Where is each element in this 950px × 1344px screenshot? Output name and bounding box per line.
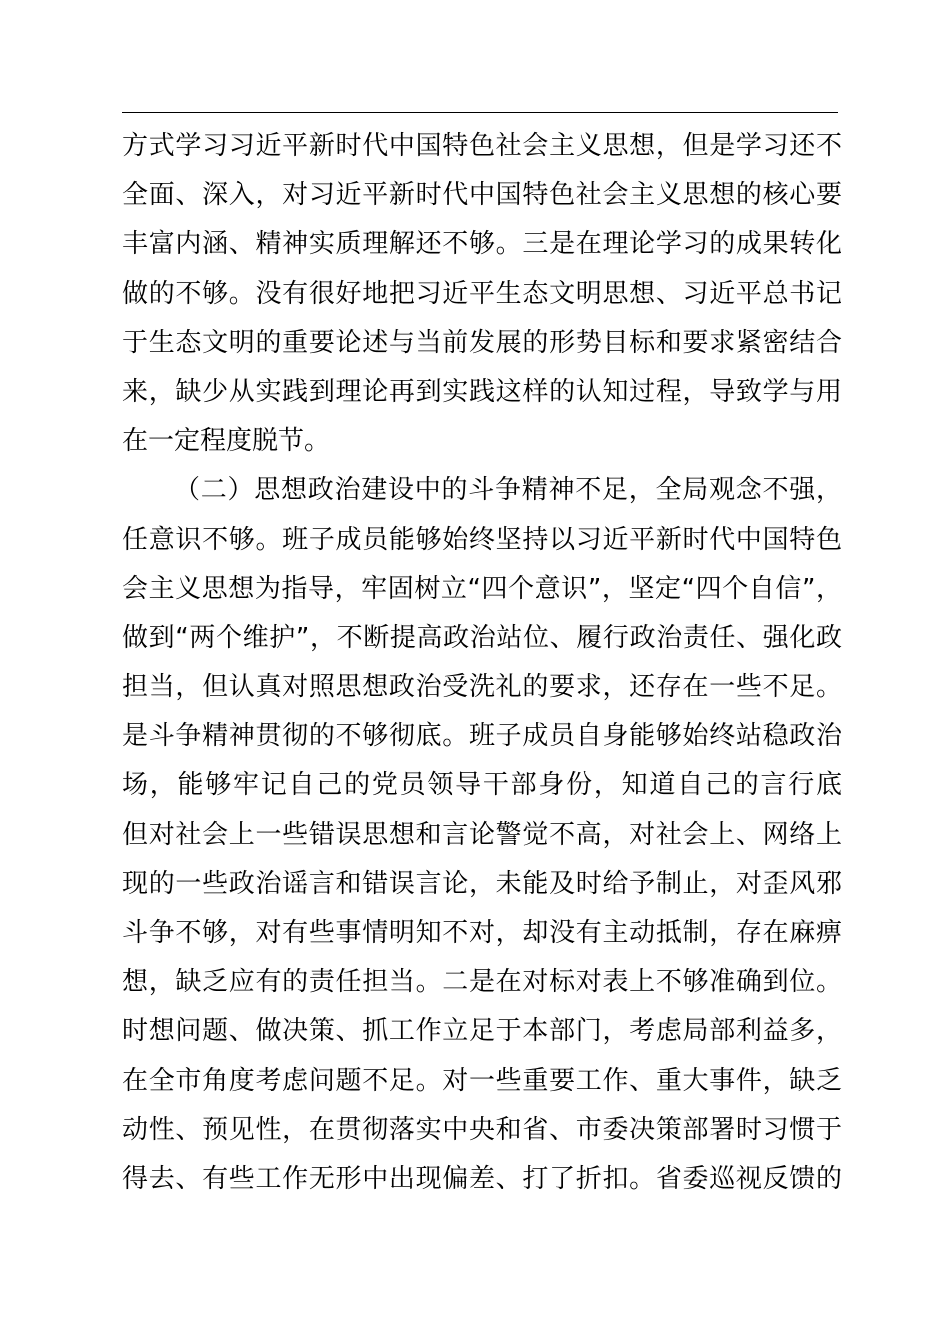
text-line: 场，能够牢记自己的党员领导干部身份，知道自己的言行底 (122, 770, 842, 801)
section-heading-line: （二）思想政治建设中的斗争精神不足，全局观念不强， (174, 475, 842, 506)
text-line: 是斗争精神贯彻的不够彻底。班子成员自身能够始终站稳政治 (122, 721, 842, 752)
text-line: 担当，但认真对照思想政治受洗礼的要求，还存在一些不足。 (122, 672, 842, 703)
text-line: 做的不够。没有很好地把习近平生态文明思想、习近平总书记 (122, 278, 842, 309)
text-line: 丰富内涵、精神实质理解还不够。三是在理论学习的成果转化 (122, 229, 842, 260)
text-line: 方式学习习近平新时代中国特色社会主义思想，但是学习还不 (122, 131, 842, 161)
text-line: 得去、有些工作无形中出现偏差、打了折扣。省委巡视反馈的 (122, 1163, 842, 1194)
text-line: 动性、预见性，在贯彻落实中央和省、市委决策部署时习惯于 (122, 1114, 842, 1145)
text-line: 现的一些政治谣言和错误言论，未能及时给予制止，对歪风邪 (122, 868, 842, 899)
text-line: 来，缺少从实践到理论再到实践这样的认知过程，导致学与用 (122, 376, 842, 407)
text-line: 斗争不够，对有些事情明知不对，却没有主动抵制，存在麻痹 (122, 918, 842, 948)
text-line: 时想问题、做决策、抓工作立足于本部门，考虑局部利益多， (122, 1016, 842, 1047)
text-line: 做到“两个维护”，不断提高政治站位、履行政治责任、强化政 (122, 622, 842, 653)
text-line: 在全市角度考虑问题不足。对一些重要工作、重大事件，缺乏 (122, 1065, 842, 1096)
text-line: 全面、深入，对习近平新时代中国特色社会主义思想的核心要 (122, 180, 842, 211)
text-line: 想，缺乏应有的责任担当。二是在对标对表上不够准确到位。 (122, 967, 842, 998)
header-rule (122, 112, 838, 113)
text-line: 会主义思想为指导，牢固树立“四个意识”，坚定“四个自信”， (122, 573, 842, 604)
text-line: 任意识不够。班子成员能够始终坚持以习近平新时代中国特色 (122, 524, 842, 555)
text-line: 于生态文明的重要论述与当前发展的形势目标和要求紧密结合 (122, 327, 842, 358)
text-line: 但对社会上一些错误思想和言论警觉不高，对社会上、网络上 (122, 819, 842, 850)
body-text (122, 122, 842, 1204)
text-line: 在一定程度脱节。 (122, 426, 331, 457)
